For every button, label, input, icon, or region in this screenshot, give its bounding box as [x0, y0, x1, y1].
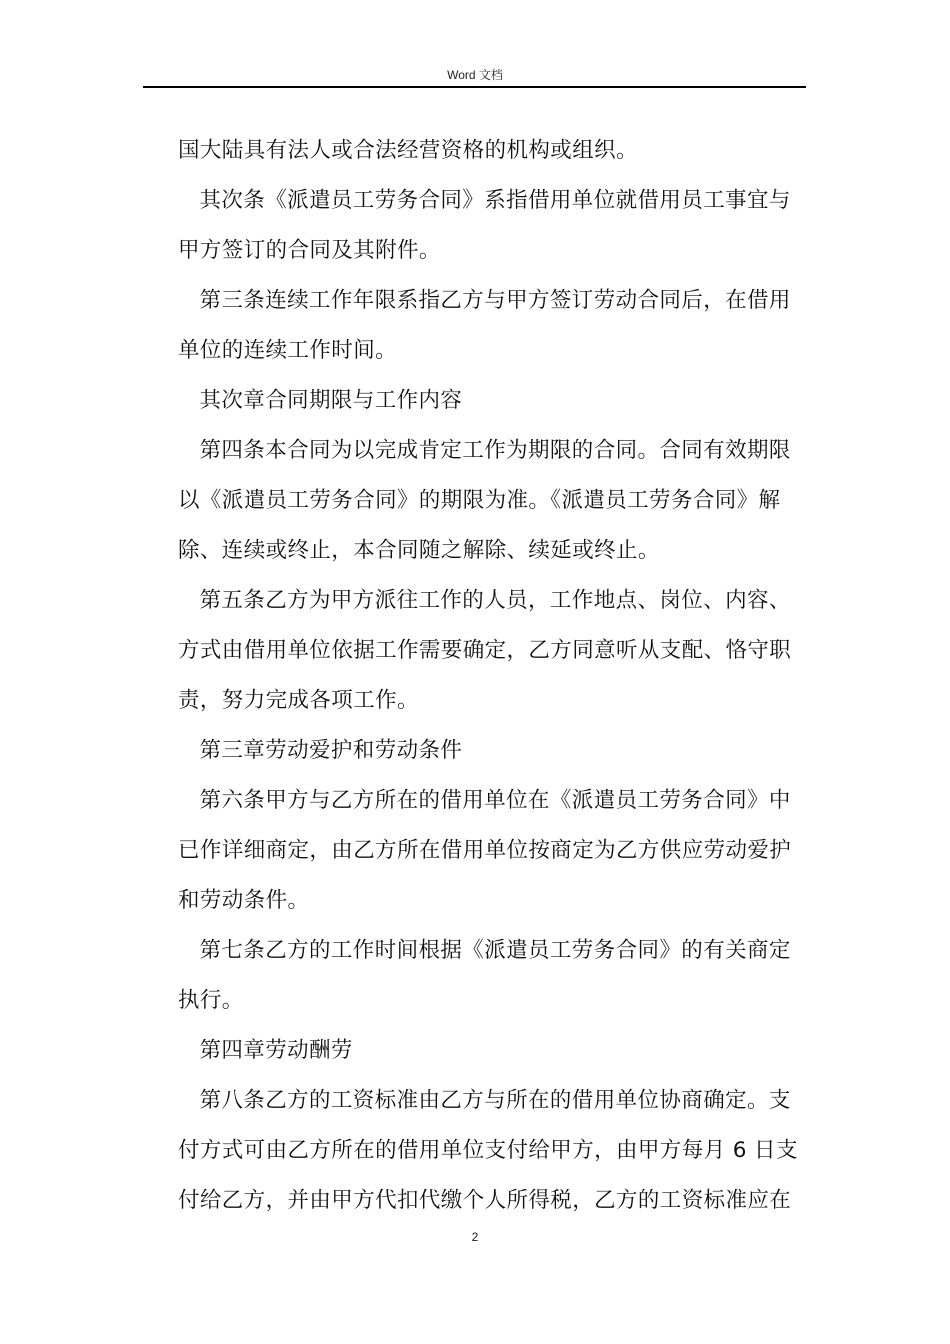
paragraph-article-6: 第六条甲方与乙方所在的借用单位在《派遣员工劳务合同》中已作详细商定，由乙方所在借用单位按商定为乙方供应劳动爱护和劳动条件。	[178, 788, 792, 913]
paragraph-article-2: 其次条《派遣员工劳务合同》系指借用单位就借用员工事宜与甲方签订的合同及其附件。	[178, 188, 791, 263]
header-divider	[143, 86, 806, 88]
chapter-heading-4: 第四章劳动酬劳	[199, 1038, 353, 1063]
chapter-heading-3: 第三章劳动爱护和劳动条件	[199, 738, 463, 763]
paragraph-article-5: 第五条乙方为甲方派往工作的人员，工作地点、岗位、内容、方式由借用单位依据工作需要确定，乙方同意听从支配、恪守职责，努力完成各项工作。	[178, 588, 792, 713]
paragraph-continuation: 国大陆具有法人或合法经营资格的机构或组织。	[178, 138, 638, 163]
paragraph-article-8: 第八条乙方的工资标准由乙方与所在的借用单位协商确定。支付方式可由乙方所在的借用单位支付给甲方，由甲方每月 6 日支付给乙方，并由甲方代扣代缴个人所得税，乙方的工资标准应在	[178, 1088, 798, 1213]
paragraph-article-3: 第三条连续工作年限系指乙方与甲方签订劳动合同后，在借用单位的连续工作时间。	[178, 288, 791, 363]
paragraph-article-4: 第四条本合同为以完成肯定工作为期限的合同。合同有效期限以《派遣员工劳务合同》的期限为准。《派遣员工劳务合同》解除、连续或终止，本合同随之解除、续延或终止。	[178, 438, 791, 563]
page-number: 2	[471, 1230, 479, 1244]
document-body	[178, 126, 806, 1226]
chapter-heading-2: 其次章合同期限与工作内容	[199, 388, 463, 413]
page-header-title: Word 文档	[447, 68, 503, 82]
paragraph-article-7: 第七条乙方的工作时间根据《派遣员工劳务合同》的有关商定执行。	[178, 938, 791, 1013]
